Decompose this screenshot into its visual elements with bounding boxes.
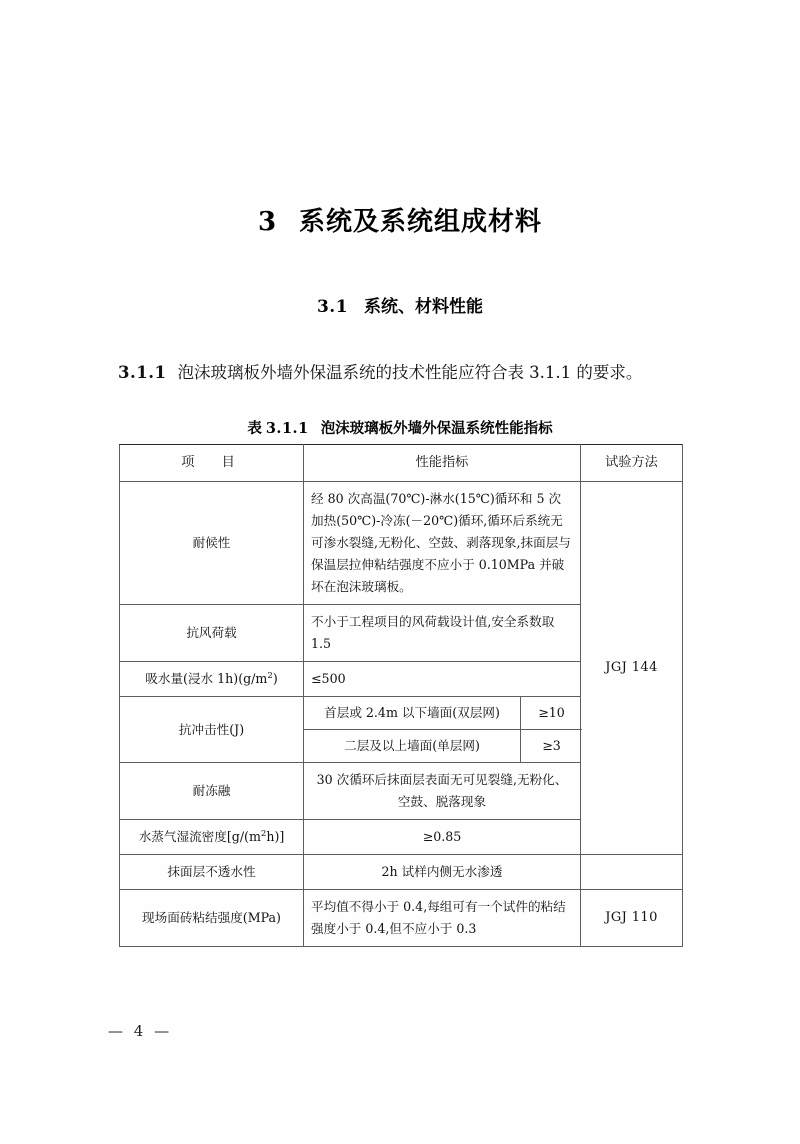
item-label: 抹面层不透水性	[167, 864, 256, 879]
section-heading	[0, 292, 800, 317]
item-label: 耐候性	[192, 535, 231, 550]
clause-text: 泡沫玻璃板外墙外保温系统的技术性能应符合表 3.1.1 的要求。	[177, 362, 643, 382]
impact-desc-cell	[304, 697, 521, 730]
chapter-number: 3	[257, 207, 278, 238]
row-item-impermeability	[120, 855, 304, 890]
table-caption	[0, 417, 800, 438]
row-method-empty	[581, 855, 683, 890]
item-label: 现场面砖粘结强度(MPa)	[142, 910, 281, 925]
clause-paragraph	[118, 357, 684, 388]
spec-text: 不小于工程项目的风荷载设计值,安全系数取 1.5	[311, 614, 555, 651]
impact-subtable	[304, 697, 582, 762]
row-spec-tile-bond	[304, 890, 581, 947]
header-method-label: 试验方法	[605, 455, 658, 470]
header-cell-method	[581, 445, 683, 482]
row-item-tile-bond	[120, 890, 304, 947]
row-spec-impermeability	[304, 855, 581, 890]
spec-text: 平均值不得小于 0.4,每组可有一个试件的粘结强度小于 0.4,但不应小于 0.3	[311, 899, 566, 936]
table-row	[120, 855, 683, 890]
row-spec-wind-load	[304, 605, 581, 662]
header-cell-spec	[304, 445, 581, 482]
spec-text: 30 次循环后抹面层表面无可见裂缝,无粉化、空鼓、脱落现象	[316, 772, 568, 809]
clause-number: 3.1.1	[118, 362, 167, 382]
page-footer: — 4 —	[108, 1022, 173, 1040]
table-caption-label: 表	[247, 421, 262, 437]
spec-text: ≤500	[311, 671, 346, 686]
table-row	[120, 482, 683, 605]
impact-subrow-first-floor	[304, 697, 582, 730]
impact-value: ≥3	[542, 738, 561, 753]
row-spec-weatherability	[304, 482, 581, 605]
impact-value-cell	[521, 697, 583, 730]
row-spec-water-absorption	[304, 662, 581, 697]
row-item-vapor-flux	[120, 820, 304, 855]
header-spec-label: 性能指标	[415, 455, 469, 470]
row-spec-vapor-flux	[304, 820, 581, 855]
impact-desc: 首层或 2.4m 以下墙面(双层网)	[324, 705, 500, 720]
section-title-text: 系统、材料性能	[364, 297, 484, 318]
row-item-weatherability	[120, 482, 304, 605]
impact-value-cell	[521, 730, 583, 763]
spec-text: 经 80 次高温(70℃)-淋水(15℃)循环和 5 次加热(50℃)-冷冻(－20℃)循环,循环后系统无可渗水裂缝,无粉化、空鼓、剥落现象,抹面层与保温层拉伸粘结强度不应小于 0.10MPa 并破坏在泡沫玻璃板。	[311, 491, 571, 594]
table-caption-number: 3.1.1	[265, 420, 309, 437]
header-item-label: 项 目	[181, 455, 242, 470]
row-method-jgj110	[581, 890, 683, 947]
row-method-jgj144	[581, 482, 683, 855]
method-label: JGJ 144	[605, 660, 658, 675]
item-label: 抗冲击性(J)	[178, 721, 245, 737]
impact-desc-cell	[304, 730, 521, 763]
item-label: 吸水量(浸水 $1h)(g/m^2)$	[145, 670, 278, 686]
method-label: JGJ 110	[605, 910, 658, 925]
row-item-impact-resistance	[120, 697, 304, 763]
chapter-heading	[0, 201, 800, 238]
row-item-wind-load	[120, 605, 304, 662]
impact-value: ≥10	[538, 705, 565, 720]
item-label: 水蒸气湿流密度$[g/(m^2h)]$	[138, 828, 285, 844]
row-item-water-absorption	[120, 662, 304, 697]
performance-table	[119, 444, 683, 947]
table-caption-title: 泡沫玻璃板外墙外保温系统性能指标	[320, 421, 553, 437]
item-label: 耐冻融	[192, 783, 231, 798]
impact-subrow-upper-floor	[304, 730, 582, 763]
chapter-title-text: 系统及系统组成材料	[299, 207, 543, 238]
row-spec-freeze-thaw	[304, 763, 581, 820]
spec-text: ≥0.85	[422, 829, 462, 844]
impact-desc: 二层及以上墙面(单层网)	[344, 738, 480, 753]
row-item-freeze-thaw	[120, 763, 304, 820]
item-label: 抗风荷载	[186, 625, 237, 640]
header-cell-item	[120, 445, 304, 482]
table-row	[120, 890, 683, 947]
section-number: 3.1	[316, 297, 349, 318]
table-header-row	[120, 445, 683, 482]
spec-text: 2h 试样内侧无水渗透	[381, 864, 503, 879]
row-spec-impact-resistance	[304, 697, 581, 763]
